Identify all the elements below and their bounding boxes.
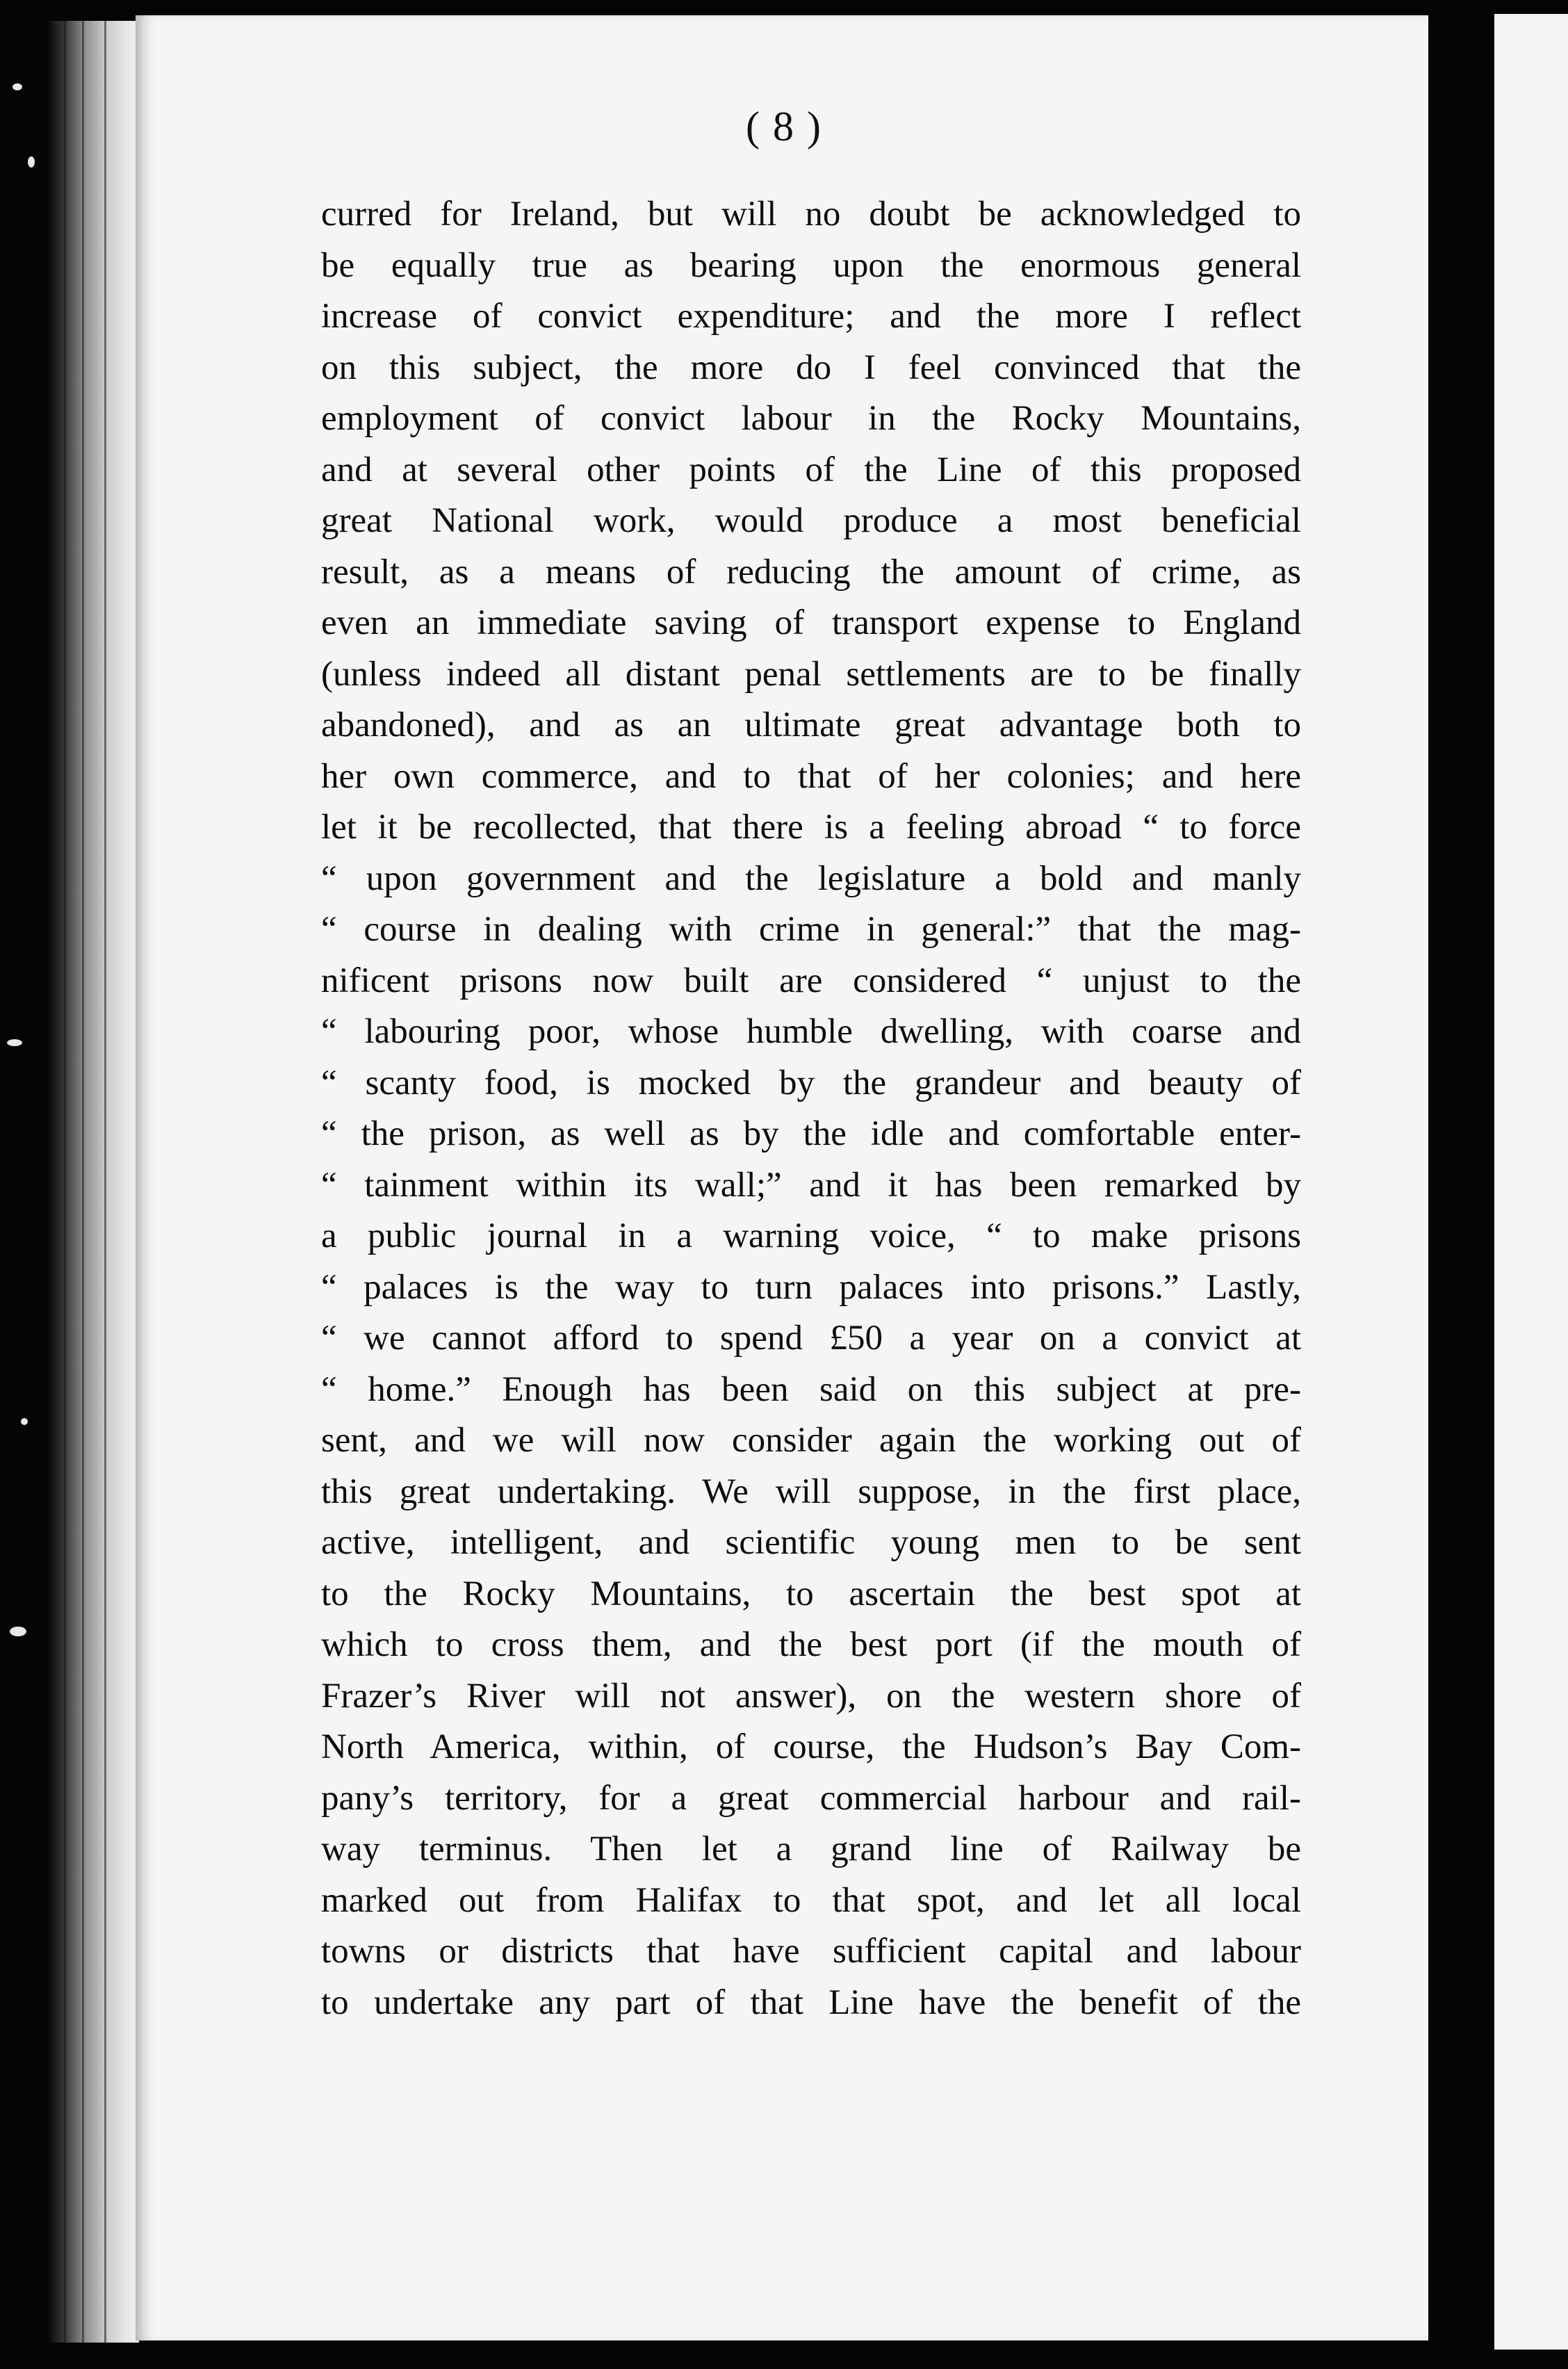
text-line: which to cross them, and the best port (if the mouth of xyxy=(321,1625,1301,1664)
binding-line xyxy=(64,21,66,2343)
text-line: to undertake any part of that Line have the benefit of the xyxy=(321,1983,1301,2022)
text-line: abandoned), and as an ultimate great advantage both to xyxy=(321,706,1301,744)
text-line: (unless indeed all distant penal settlements are to be finally xyxy=(321,654,1301,694)
text-line: on this subject, the more do I feel convinced that the xyxy=(321,348,1301,387)
body-text xyxy=(321,189,1301,2028)
scan-gap xyxy=(1428,0,1494,2369)
text-line: this great undertaking. We will suppose, in the first place, xyxy=(321,1472,1301,1511)
book-binding-edge xyxy=(49,21,139,2343)
text-line: “ scanty food, is mocked by the grandeur and beauty of xyxy=(321,1063,1301,1102)
text-line: way terminus. Then let a grand line of Railway be xyxy=(321,1830,1301,1869)
text-line: “ upon government and the legislature a bold and manly xyxy=(321,858,1301,898)
text-line: sent, and we will now consider again the working out of xyxy=(321,1421,1301,1460)
adjacent-page-edge xyxy=(1494,14,1568,2350)
binding-line xyxy=(104,21,106,2343)
scan-speck xyxy=(7,1039,22,1046)
text-line: let it be recollected, that there is a feeling abroad “ to force xyxy=(321,808,1301,847)
text-line: a public journal in a warning voice, “ to make prisons xyxy=(321,1216,1301,1255)
text-line: “ we cannot afford to spend £50 a year on a convict at xyxy=(321,1319,1301,1358)
scan-speck xyxy=(10,1627,26,1636)
text-line: “ course in dealing with crime in general:” that the mag- xyxy=(321,910,1301,949)
text-line: curred for Ireland, but will no doubt be acknowledged to xyxy=(321,195,1301,234)
text-line: towns or districts that have sufficient capital and labour xyxy=(321,1932,1301,1971)
text-line: “ tainment within its wall;” and it has been remarked by xyxy=(321,1165,1301,1205)
text-line: “ labouring poor, whose humble dwelling, with coarse and xyxy=(321,1012,1301,1051)
text-line: and at several other points of the Line of this proposed xyxy=(321,450,1301,489)
text-line: “ palaces is the way to turn palaces into prisons.” Lastly, xyxy=(321,1267,1301,1307)
text-line: be equally true as bearing upon the enormous general xyxy=(321,245,1301,285)
scan-speck xyxy=(21,1418,28,1425)
text-line: “ the prison, as well as by the idle and comfortable enter- xyxy=(321,1114,1301,1153)
text-line: result, as a means of reducing the amount of crime, as xyxy=(321,552,1301,592)
text-line: her own commerce, and to that of her colonies; and here xyxy=(321,756,1301,796)
text-line: nificent prisons now built are considered “ unjust to the xyxy=(321,961,1301,1000)
text-line: “ home.” Enough has been said on this subject at pre- xyxy=(321,1369,1301,1409)
scan-speck xyxy=(13,83,22,90)
text-line: increase of convict expenditure; and the more I reflect xyxy=(321,297,1301,336)
page-number: ( 8 ) xyxy=(746,104,822,149)
text-line: employment of convict labour in the Rocky Mountains, xyxy=(321,399,1301,438)
text-line: pany’s territory, for a great commercial harbour and rail- xyxy=(321,1778,1301,1818)
text-line: Frazer’s River will not answer), on the western shore of xyxy=(321,1676,1301,1716)
text-line: active, intelligent, and scientific young men to be sent xyxy=(321,1523,1301,1562)
scan-speck xyxy=(28,156,35,168)
text-line: even an immediate saving of transport expense to England xyxy=(321,603,1301,642)
text-line: marked out from Halifax to that spot, and let all local xyxy=(321,1880,1301,1920)
text-line: to the Rocky Mountains, to ascertain the best spot at xyxy=(321,1574,1301,1613)
text-line: North America, within, of course, the Hudson’s Bay Com- xyxy=(321,1727,1301,1766)
binding-line xyxy=(82,21,84,2343)
text-line: great National work, would produce a most beneficial xyxy=(321,501,1301,540)
